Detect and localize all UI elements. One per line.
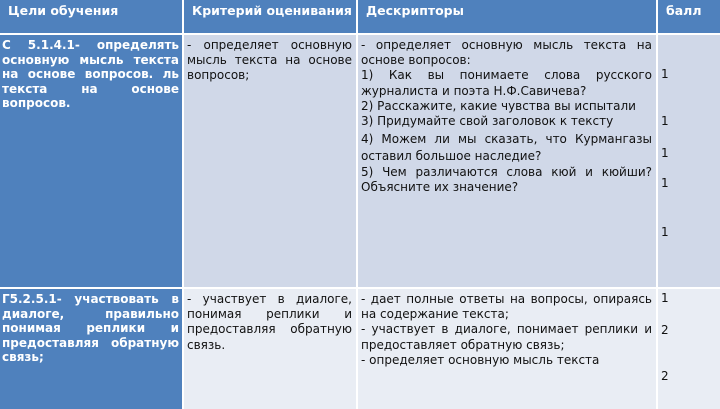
row1-descriptor-2: 2) Расскажите, какие чувства вы испытали <box>361 98 636 113</box>
header-learning-goals <box>0 0 182 33</box>
row1-descriptor-intro: - определяет основную мысль текста на основе вопросов: <box>361 38 652 68</box>
row2-learning-goal-text: Г5.2.5.1- участвовать в диалоге, правильно понимая реплики и предоставляя обратную связь; <box>2 292 179 365</box>
header-assessment-criterion <box>184 0 356 33</box>
row1-descriptor-3: 3) Придумайте свой заголовок к тексту <box>361 114 614 129</box>
row1-criterion-text: - определяет основную мысль текста на основе вопросов; <box>187 38 352 83</box>
row2-learning-goal <box>0 289 182 409</box>
row1-descriptor-1: 1) Как вы понимаете слова русского журналиста и поэта Н.Ф.Савичева? <box>361 68 652 98</box>
row1-criterion <box>184 35 356 287</box>
row1-descriptors <box>358 35 656 287</box>
row2-score-3: 2 <box>661 369 669 383</box>
row1-descriptor-5: 5) Чем различаются слова кюй и кюйши? Объясните их значение? <box>361 165 652 195</box>
header-descriptors <box>358 0 656 33</box>
row1-learning-goal-text: С 5.1.4.1- определять основную мысль текста на основе вопросов. ль текста на основе вопросов. <box>2 38 179 111</box>
row2-descriptor-2: - участвует в диалоге, понимает реплики и предоставляет обратную связь; <box>361 322 652 352</box>
row2-criterion <box>184 289 356 409</box>
row1-score-3: 1 <box>661 146 669 160</box>
header-descriptors-label: Дескрипторы <box>366 3 464 18</box>
row2-descriptor-3: - определяет основную мысль текста <box>361 352 600 367</box>
row1-score-1: 1 <box>661 67 669 81</box>
header-assessment-criterion-label: Критерий оценивания <box>192 3 352 18</box>
row2-criterion-text: - участвует в диалоге, понимая реплики и предоставляя обратную связь. <box>187 292 352 352</box>
row2-score-2: 2 <box>661 323 669 337</box>
row1-descriptor-4: 4) Можем ли мы сказать, что Курмангазы оставил большое наследие? <box>361 132 652 164</box>
row2-score-1: 1 <box>661 291 669 305</box>
header-score-label: балл <box>666 3 702 18</box>
header-learning-goals-label: Цели обучения <box>8 3 119 18</box>
row1-learning-goal <box>0 35 182 287</box>
row1-scores <box>658 35 720 287</box>
row1-score-4: 1 <box>661 176 669 190</box>
row1-score-5: 1 <box>661 225 669 239</box>
row2-descriptor-1: - дает полные ответы на вопросы, опираясь на содержание текста; <box>361 292 652 322</box>
row2-descriptors <box>358 289 656 409</box>
row1-score-2: 1 <box>661 114 669 128</box>
row2-scores <box>658 289 720 409</box>
header-score <box>658 0 720 33</box>
